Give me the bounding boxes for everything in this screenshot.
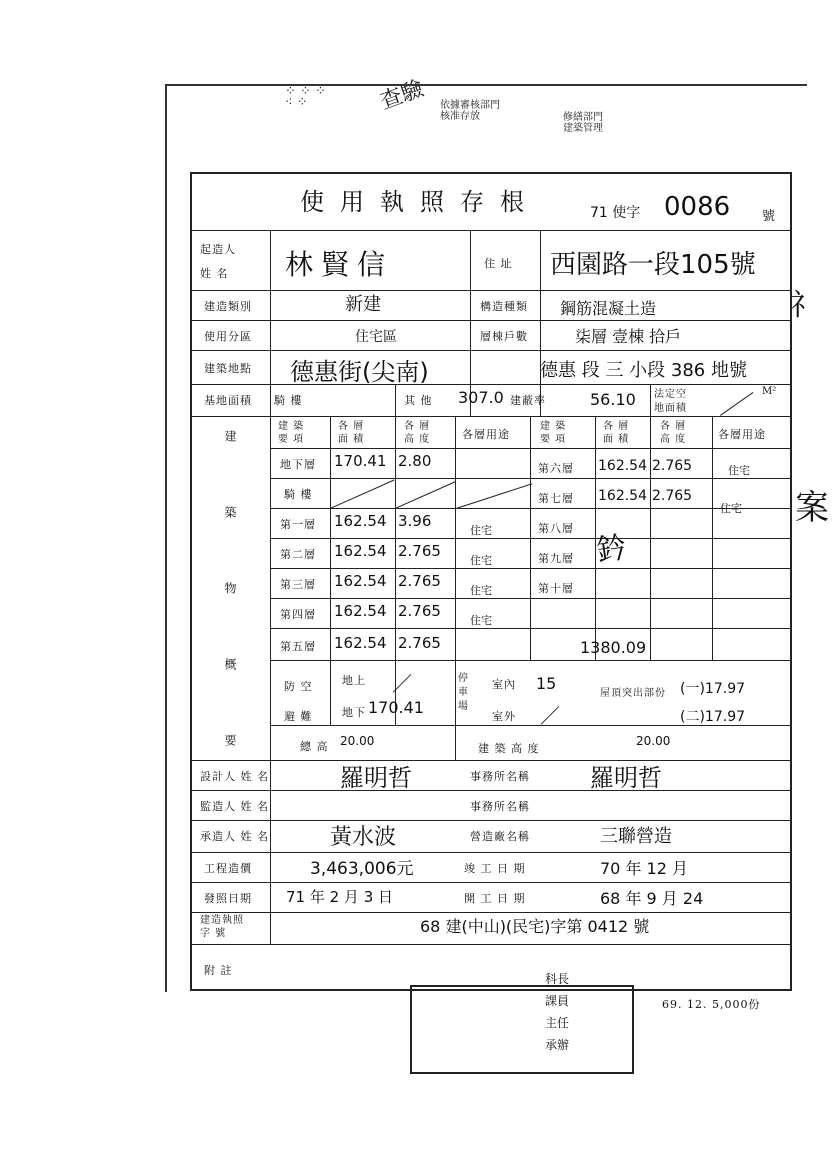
approval-stamp-text: 科長 課員 主任 承辦 [545,972,570,1052]
col-item-header: 建 築 要 項 [278,421,305,445]
site-area-label: 基地面積 [204,394,252,407]
f6-label: 第六層 [538,462,574,475]
permit-number: 0086 [664,192,731,222]
f8-label: 第八層 [538,522,574,535]
col-use-header: 各層用途 [462,428,510,441]
issue-date-value: 71 年 2 月 3 日 [286,888,394,906]
f6-use: 住宅 [728,464,750,477]
parking-label: 停 車 場 [458,673,469,712]
other-label: 其 他 [404,394,433,407]
issue-date-label: 發照日期 [204,892,252,905]
total-area: 1380.09 [580,638,647,657]
remarks-label: 附 註 [204,964,233,977]
f2-area: 162.54 [334,542,387,560]
arcade-label: 騎 樓 [274,394,303,407]
usage-zone-label: 使用分區 [204,330,252,343]
contractor-firm-value: 三聯營造 [600,826,672,847]
completion-label: 竣 工 日 期 [464,862,526,875]
parking-indoor: 15 [536,674,557,693]
building-height-label: 建 築 高 度 [478,742,540,755]
f7-use: 住宅 [720,502,742,515]
col-height-header: 各 層 高 度 [404,421,431,445]
designer-value: 羅明哲 [340,764,412,792]
f5-label: 第五層 [280,640,316,653]
roof-1: (一)17.97 [680,681,746,697]
open-space-label: 法定空 地面積 [654,389,687,414]
header-stamp-b: 修繕部門 建築管理 [563,112,603,134]
coverage-label: 建蔽率 [510,394,546,407]
structure-type-value: 鋼筋混凝土造 [560,299,657,318]
f6-height: 2.765 [652,458,693,474]
print-run: 69. 12. 5,000份 [662,998,761,1011]
f3-height: 2.765 [398,572,441,590]
site-street-value: 德惠街(尖南) [290,358,429,386]
designer-firm-label: 事務所名稱 [470,770,530,783]
site-area-value: 307.0 [458,388,504,407]
cost-label: 工程造價 [204,862,252,875]
shelter-label: 防 空 避 難 [284,680,313,723]
f5-area: 162.54 [334,634,387,652]
total-height-label: 總 高 [300,740,329,753]
cost-value: 3,463,006元 [310,859,414,879]
basement-height: 2.80 [398,452,432,470]
roof-2: (二)17.97 [680,709,746,725]
f1-label: 第一層 [280,518,316,531]
arcade-row-label: 騎 樓 [284,488,313,501]
total-height: 20.00 [340,734,375,748]
building-height: 20.00 [636,734,671,748]
underground-label: 地下 [342,706,366,719]
basement-label: 地下層 [280,458,316,471]
margin-glyphs-2: 案 [795,488,829,528]
owner-value: 林賢信 [285,248,394,281]
basement-area: 170.41 [334,452,387,470]
completion-value: 70 年 12 月 [600,859,688,878]
f7-label: 第七層 [538,492,574,505]
permit-prefix: 71 使字 [590,205,641,221]
col-height-header-2: 各 層 高 度 [660,421,687,445]
roof-label: 屋頂突出部份 [600,688,666,699]
permit-ref-value: 68 建(中山)(民宅)字第 0412 號 [420,917,650,936]
col-use-header-2: 各層用途 [718,428,766,441]
f3-label: 第三層 [280,578,316,591]
f6-area: 162.54 [598,458,647,474]
indoor-label: 室內 [492,678,516,691]
usage-zone-value: 住宅區 [355,329,397,345]
f1-height: 3.96 [398,512,432,530]
structure-type-label: 構造種類 [480,300,528,313]
margin-glyphs: 礻 [790,288,820,323]
address-value: 西園路一段105號 [550,250,756,280]
shelter-underground: 170.41 [368,698,424,717]
parking-outdoor-slash: ／ [540,704,560,728]
col-area-header: 各 層 面 積 [338,421,365,445]
contractor-label: 承造人 姓 名 [200,830,269,843]
permit-ref-label: 建造執照 字 號 [200,915,244,939]
owner-label: 起造人 姓 名 [200,243,236,280]
col-item-header-2: 建 築 要 項 [540,421,567,445]
col-area-header-2: 各 層 面 積 [603,421,630,445]
outdoor-label: 室外 [492,710,516,723]
f4-use: 住宅 [470,614,492,627]
ground-label: 地上 [342,674,366,687]
f4-label: 第四層 [280,608,316,621]
f1-use: 住宅 [470,524,492,537]
page-title: 使用執照存根 [300,188,540,216]
contractor-value: 黃水波 [330,825,397,850]
designer-firm-value: 羅明哲 [590,764,662,792]
coverage-value: 56.10 [590,390,636,409]
supervisor-firm-label: 事務所名稱 [470,800,530,813]
building-type-value: 新建 [345,294,381,315]
stamp-mark-dots: ⁘ ⁘ ⁘ ⁖ ⁘ [285,84,326,110]
header-stamp-a: 依據審核部門 核准存放 [440,100,500,122]
approval-stamp-box [410,985,634,1074]
address-label: 住 址 [484,257,513,270]
f10-label: 第十層 [538,582,574,595]
site-location-label: 建築地點 [204,362,252,375]
f3-area: 162.54 [334,572,387,590]
f9-label: 第九層 [538,552,574,565]
f1-area: 162.54 [334,512,387,530]
designer-label: 設計人 姓 名 [200,770,269,783]
f2-height: 2.765 [398,542,441,560]
f7-area: 162.54 [598,488,647,504]
side-vertical-label: 建築物概要 [223,430,237,810]
supervisor-label: 監造人 姓 名 [200,800,269,813]
start-date-value: 68 年 9 月 24 [600,889,704,908]
unit-m2: M² [762,386,777,397]
seal-mark: 鈐 [594,530,629,569]
building-type-label: 建造類別 [204,300,252,313]
f5-height: 2.765 [398,634,441,652]
f2-use: 住宅 [470,554,492,567]
f2-label: 第二層 [280,548,316,561]
floors-label: 層棟戶數 [480,330,528,343]
stamp-scribble: 查驗 [377,76,427,115]
contractor-firm-label: 營造廠名稱 [470,830,530,843]
site-section-value: 德惠 段 三 小段 386 地號 [540,360,747,381]
f3-use: 住宅 [470,584,492,597]
permit-suffix: 號 [762,209,777,224]
f7-height: 2.765 [652,488,693,504]
floors-value: 柒層 壹棟 拾戶 [575,327,682,346]
shelter-ground-slash: ／ [392,672,412,696]
f4-area: 162.54 [334,602,387,620]
start-date-label: 開 工 日 期 [464,892,526,905]
f4-height: 2.765 [398,602,441,620]
